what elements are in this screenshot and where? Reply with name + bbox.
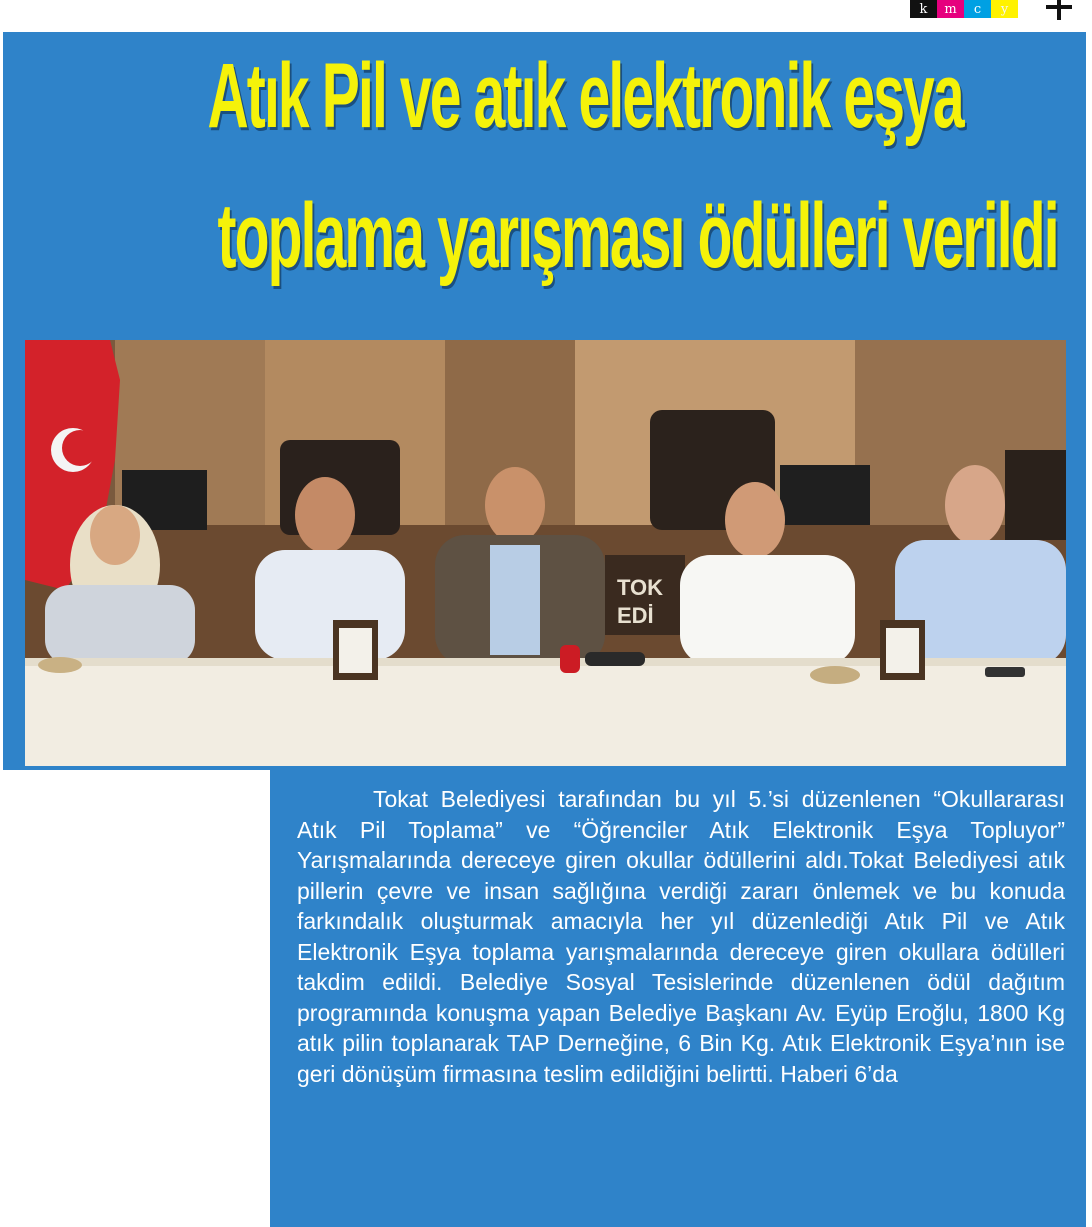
headline-line-2: toplama yarışması ödülleri verildi xyxy=(217,185,1058,287)
sign-text-2: EDİ xyxy=(617,603,654,628)
news-photo xyxy=(25,340,1066,766)
color-registration-marks xyxy=(910,0,1018,18)
sign-text-1: TOK xyxy=(617,575,664,600)
article-body xyxy=(297,784,1065,1089)
headline-line-1: Atık Pil ve atık elektronik eşya xyxy=(207,45,963,147)
swatch-cyan: c xyxy=(964,0,991,18)
swatch-black: k xyxy=(910,0,937,18)
article-body-text: Tokat Belediyesi tarafından bu yıl 5.’si düzenlenen “Okullararası Atık Pil Toplama” ve “Öğrenciler Atık Elektronik Eşya Topluyor” Yarışmalarında dereceye giren okullar ödüllerini aldı.Tokat Belediyesi atık pillerin çevre ve insan sağlığına verdiği zararı önlemek ve bu konuda farkındalık oluşturmak amacıyla her yıl düzenlediği Atık Pil ve Atık Elektronik Eşya toplama yarışmalarında dereceye giren okullara ödülleri takdim edildi. Belediye Sosyal Tesislerinde düzenlenen ödül dağıtım programında konuşma yapan Belediye Başkanı Av. Eyüp Eroğlu, 1800 Kg atık pilin toplanarak TAP Derneğine, 6 Bin Kg. Atık Elektronik Eşya’nın ise geri dönüşüm firmasına teslim edildiğini belirtti. Haberi 6’da xyxy=(297,786,1065,1087)
crop-mark-cross-icon xyxy=(1044,0,1074,22)
swatch-magenta: m xyxy=(937,0,964,18)
press-conference-photo xyxy=(25,340,1066,766)
swatch-yellow: y xyxy=(991,0,1018,18)
